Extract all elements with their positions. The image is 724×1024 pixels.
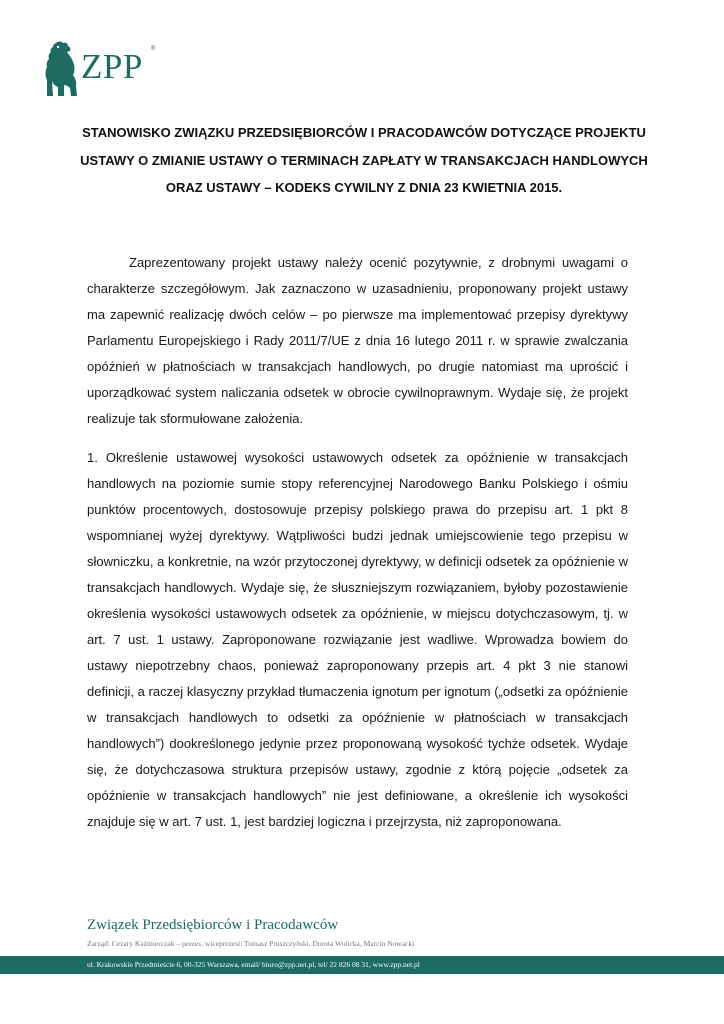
title-line: STANOWISKO ZWIĄZKU PRZEDSIĘBIORCÓW I PRACODAWCÓW DOTYCZĄCE PROJEKTU xyxy=(82,125,646,140)
title-line: ORAZ USTAWY – KODEKS CYWILNY Z DNIA 23 KWIETNIA 2015. xyxy=(165,180,563,195)
document-body xyxy=(87,250,628,835)
footer-board: Zarząd: Cezary Kaźmierczak – prezes, wiceprezesi: Tomasz Pruszczyński, Dorota Wolicka, Marcin Nowacki xyxy=(87,939,415,948)
footer-address: ul. Krakowskie Przedmieście 6, 00-325 Warszawa, email/ biuro@zpp.net.pl, tel/ 22 826 08 31, www.zpp.net.pl xyxy=(87,960,420,969)
footer-organization: Związek Przedsiębiorców i Pracodawców xyxy=(87,917,339,933)
registered-mark: ® xyxy=(151,46,156,52)
title-line: USTAWY O ZMIANIE USTAWY O TERMINACH ZAPŁATY W TRANSAKCJACH HANDLOWYCH xyxy=(80,152,648,168)
bear-icon xyxy=(44,40,80,98)
paragraph-point-1: 1. Określenie ustawowej wysokości ustawowych odsetek za opóźnienie w transakcjach handlowych na poziomie sumie stopy referencyjnej Narodowego Banku Polskiego i ośmiu punktów procentowych, dostosowuje przepisy polskiego prawa do przepisu art. 1 pkt 8 wspomnianej wyżej dyrektywy. Wątpliwości budzi jednak umiejscowienie tego przepisu w słowniczku, a konkretnie, na wzór przytoczonej dyrektywy, w definicji odsetek za opóźnienie w transakcjach handlowych. Wydaje się, że słuszniejszym rozwiązaniem, byłoby pozostawienie określenia wysokości ustawowych odsetek za opóźnienie, w miejscu dotychczasowym, tj. w art. 7 ust. 1 ustawy. Zaproponowane rozwiązanie jest wadliwe. Wprowadza bowiem do ustawy niepotrzebny chaos, ponieważ zaproponowany przepis art. 4 pkt 3 nie stanowi definicji, a raczej klasyczny przykład tłumaczenia ignotum per ignotum („odsetki za opóźnienie w transakcjach handlowych to odsetki za opóźnienie w płatnościach w transakcjach handlowych”) dookreślonego jedynie przez proponowaną wysokość tychże odsetek. Wydaje się, że dotychczasowa struktura przepisów ustawy, zgodnie z którą pojęcie „odsetek za opóźnienie w transakcjach handlowych” nie jest definiowane, a określenie ich wysokości znajduje się w art. 7 ust. 1, jest bardziej logiczna i przejrzysta, niż zaproponowana. xyxy=(87,450,628,829)
document-title xyxy=(80,119,648,202)
footer-bar xyxy=(0,956,724,974)
zpp-logo xyxy=(44,40,164,100)
paragraph-intro: Zaprezentowany projekt ustawy należy ocenić pozytywnie, z drobnymi uwagami o charakterze szczegółowym. Jak zaznaczono w uzasadnieniu, proponowany projekt ustawy ma zapewnić realizację dwóch celów – po pierwsze ma implementować przepisy dyrektywy Parlamentu Europejskiego i Rady 2011/7/UE z dnia 16 lutego 2011 r. w sprawie zwalczania opóźnień w płatnościach w transakcjach handlowych, po drugie natomiast ma uprościć i uporządkować system naliczania odsetek w obrocie cywilnoprawnym. Wydaje się, że projekt realizuje tak sformułowane założenia. xyxy=(87,255,628,426)
logo-text: ZPP xyxy=(81,47,143,86)
